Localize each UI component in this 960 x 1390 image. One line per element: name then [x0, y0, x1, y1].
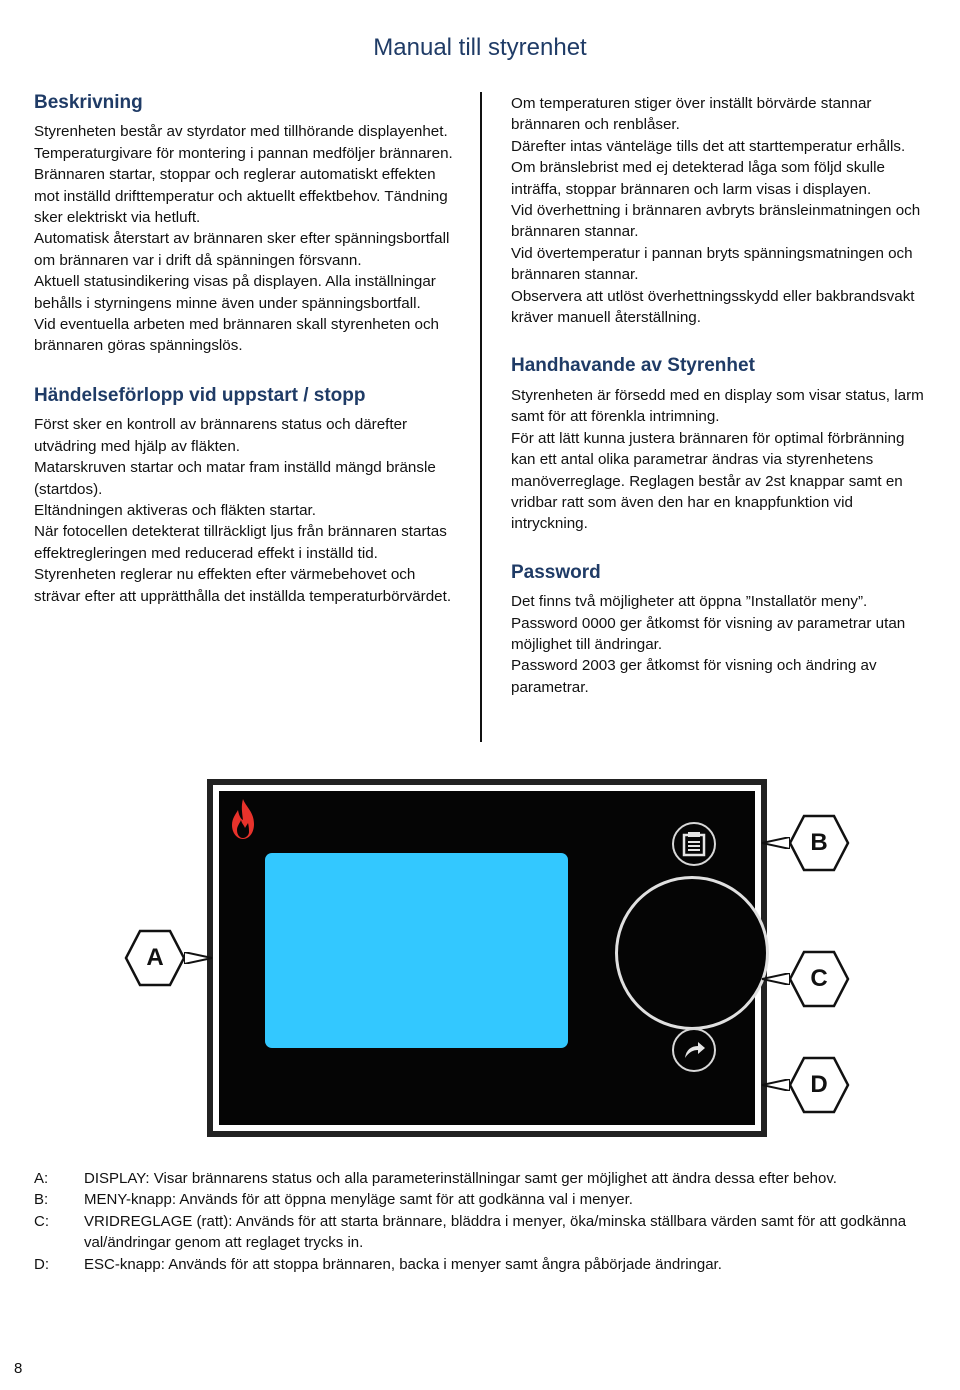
paragraph: Observera att utlöst överhettningsskydd eller bakbrandsvakt kräver manuell återställning. — [511, 287, 915, 327]
section-heading-password: Password — [511, 561, 601, 583]
paragraph: Eltändningen aktiveras och fläkten startar. — [34, 501, 316, 519]
legend-row — [34, 1254, 914, 1275]
paragraph: Styrenheten består av styrdator med tillhörande displayenhet. Temperaturgivare för montering i pannan medföljer brännaren. Brännaren startar, stoppar och reglerar automatiskt effekten mot inställd drifttemperatur och aktuellt effektbehov. Tändning sker elektriskt via hetluft. — [34, 123, 453, 227]
rotary-knob[interactable] — [615, 876, 769, 1030]
paragraph: Först sker en kontroll av brännarens status och därefter utvädring med hjälp av fläkten. — [34, 416, 408, 455]
paragraph: För att lätt kunna justera brännaren för optimal förbränning kan ett antal olika parametrar ändras via styrenhetens manöverreglage. Reglagen består av 2st knappar samt en vridbar ratt som även den har en knappfunktion vid intryckning. — [511, 429, 905, 533]
legend-row — [34, 1168, 914, 1189]
display-screen — [265, 853, 568, 1048]
paragraph: När fotocellen detekterat tillräckligt ljus från brännaren startas effektregleringen med reducerad effekt i inställd tid. — [34, 523, 447, 562]
callout-a-pointer — [184, 952, 214, 964]
paragraph: Därefter intas vänteläge tills det att starttemperatur erhålls. — [511, 137, 906, 155]
section-heading-description: Beskrivning — [34, 92, 143, 113]
callout-b — [788, 814, 850, 872]
legend-key: A: — [34, 1170, 49, 1187]
paragraph: Automatisk återstart av brännaren sker efter spänningsbortfall om brännaren var i drift då spänningen försvann. — [34, 230, 450, 269]
paragraph: Vid övertemperatur i pannan bryts spänningsmatningen och brännaren stannar. — [511, 244, 913, 284]
paragraph: Det finns två möjligheter att öppna ”Installatör meny”. — [511, 593, 868, 611]
callout-label-d: D — [810, 1071, 828, 1098]
callout-label-c: C — [810, 965, 828, 992]
return-arrow-icon — [674, 1030, 714, 1070]
esc-button[interactable] — [672, 1028, 716, 1072]
page-number: 8 — [14, 1360, 23, 1377]
column-divider — [480, 92, 482, 742]
paragraph: Styrenheten är försedd med en display som visar status, larm samt för att förenkla intrimning. — [511, 386, 924, 426]
callout-label-a: A — [146, 944, 164, 971]
paragraph: Vid överhettning i brännaren avbryts bränsleinmatningen och brännaren stannar. — [511, 202, 921, 241]
legend-key: D: — [34, 1255, 49, 1273]
callout-b-pointer — [760, 837, 790, 849]
legend-text: DISPLAY: Visar brännarens status och alla parameterinställningar samt ger möjlighet att ändra dessa efter behov. — [84, 1170, 837, 1187]
paragraph: Matarskruven startar och matar fram inställd mängd bränsle (startdos). — [34, 459, 436, 498]
callout-d-pointer — [760, 1079, 790, 1091]
legend-row — [34, 1189, 914, 1210]
legend-row — [34, 1211, 914, 1254]
paragraph: Password 2003 ger åtkomst för visning och ändring av parametrar. — [511, 657, 877, 696]
callout-a — [124, 929, 186, 987]
paragraph: Om bränslebrist med ej detekterad låga som följd skulle inträffa, stoppar brännaren och larm visas i displayen. — [511, 159, 885, 198]
paragraph: Aktuell statusindikering visas på displayen. Alla inställningar behålls i styrningens minne även under spänningsbortfall. — [34, 273, 436, 312]
legend-key: B: — [34, 1191, 49, 1209]
flame-icon — [230, 798, 256, 840]
page-title-text: Manual till styrenhet — [373, 34, 587, 61]
callout-label-b: B — [810, 829, 828, 856]
legend-text: VRIDREGLAGE (ratt): Används för att starta brännare, bläddra i menyer, öka/minska ställbara värden samt för att godkänna val/ändringar genom att reglaget trycks in. — [84, 1212, 907, 1252]
legend-key: C: — [34, 1212, 49, 1230]
legend — [34, 1168, 914, 1275]
legend-text: ESC-knapp: Används för att stoppa brännaren, backa i menyer samt ångra påbörjade ändringar. — [84, 1255, 722, 1273]
left-column — [34, 92, 464, 607]
callout-c — [788, 950, 850, 1008]
page-title — [0, 34, 960, 62]
menu-button[interactable] — [672, 822, 716, 866]
legend-text: MENY-knapp: Används för att öppna menyläge samt för att godkänna val i menyer. — [84, 1191, 633, 1209]
right-column — [511, 93, 931, 698]
section-heading-startup: Händelseförlopp vid uppstart / stopp — [34, 384, 366, 406]
paragraph: Styrenheten reglerar nu effekten efter värmebehovet och strävar efter att upprätthålla det inställda temperaturbörvärdet. — [34, 566, 452, 605]
section-heading-operation: Handhavande av Styrenhet — [511, 355, 755, 377]
callout-d — [788, 1056, 850, 1114]
paragraph: Vid eventuella arbeten med brännaren skall styrenheten och brännaren göras spänningslös. — [34, 316, 439, 355]
paragraph: Password 0000 ger åtkomst för visning av parametrar utan möjlighet till ändringar. — [511, 614, 906, 653]
callout-c-pointer — [760, 973, 790, 985]
paragraph: Om temperaturen stiger över inställt börvärde stannar brännaren och renblåser. — [511, 95, 872, 134]
menu-list-icon — [674, 824, 714, 864]
